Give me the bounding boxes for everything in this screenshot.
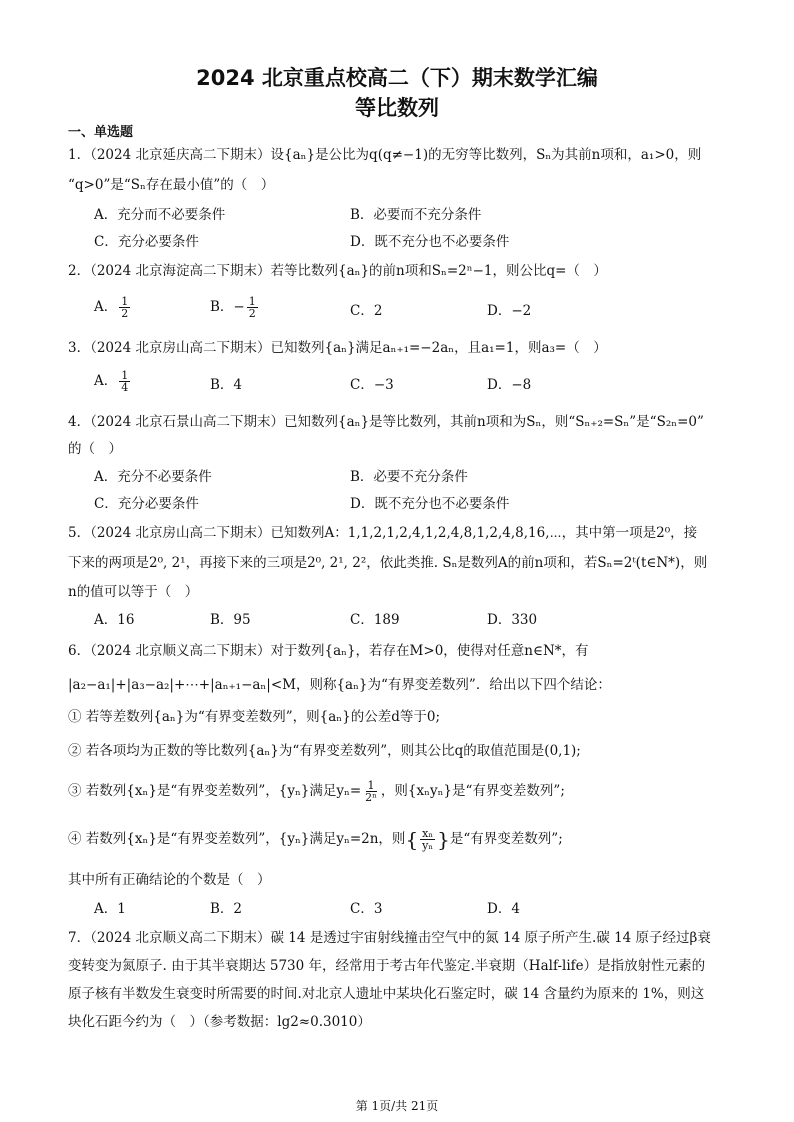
question-1-option-c: C．充分必要条件 bbox=[94, 234, 199, 250]
question-2-option-d: D．−2 bbox=[487, 303, 532, 319]
fraction bbox=[247, 296, 258, 319]
conclusion-3-text-a: ③ 若数列{xₙ}是“有界变差数列”，{yₙ}满足yₙ= bbox=[68, 783, 362, 799]
question-1-option-b: B．必要而不充分条件 bbox=[350, 207, 482, 223]
question-7-stem-cont: 变转变为氮原子. 由于其半衰期达 5730 年，经常用于考古年代鉴定.半衰期（Half-life）是指放射性元素的 bbox=[68, 958, 706, 974]
question-5-stem-cont-2: n的值可以等于（ ） bbox=[68, 584, 199, 600]
question-6-option-a: A．1 bbox=[94, 901, 126, 917]
fraction-numerator: 1 bbox=[248, 295, 256, 308]
fraction-denominator: 2 bbox=[121, 307, 129, 320]
question-6-stem: 6．（2024 北京顺义高二下期末）对于数列{aₙ}，若存在M>0，使得对任意n∈N*，有 bbox=[68, 643, 589, 659]
question-7-stem: 7．（2024 北京顺义高二下期末）碳 14 是透过宇宙射线撞击空气中的氮 14 原子所产生.碳 14 原子经过β衰 bbox=[68, 930, 711, 946]
question-6-option-d: D．4 bbox=[487, 901, 520, 917]
page-footer: 第 1页/共 21页 bbox=[355, 1099, 439, 1113]
question-1-stem: 1．（2024 北京延庆高二下期末）设{aₙ}是公比为q(q≠−1)的无穷等比数列，Sₙ为其前n项和，a₁>0，则 bbox=[68, 147, 702, 163]
fraction-denominator: yₙ bbox=[422, 839, 434, 852]
question-4-stem-cont: 的（ ） bbox=[68, 441, 122, 457]
question-6-stem-cont: |a₂−a₁|+|a₃−a₂|+⋯+|aₙ₊₁−aₙ|<M，则称{aₙ}为“有界变差数列”．给出以下四个结论： bbox=[68, 677, 611, 693]
fraction-denominator: 2ⁿ bbox=[365, 791, 377, 804]
question-2-option-b bbox=[210, 296, 260, 319]
fraction-denominator: 2 bbox=[248, 307, 256, 320]
document-subtitle: 等比数列 bbox=[355, 96, 439, 120]
question-3-option-d: D．−8 bbox=[487, 377, 532, 393]
question-2-option-c: C．2 bbox=[350, 303, 383, 319]
question-4-option-c: C．充分必要条件 bbox=[94, 496, 199, 512]
question-4-stem: 4．（2024 北京石景山高二下期末）已知数列{aₙ}是等比数列，其前n项和为Sₙ，则“Sₙ₊₂=Sₙ”是“S₂ₙ=0” bbox=[68, 414, 704, 430]
question-6-option-b: B．2 bbox=[210, 901, 243, 917]
question-6-conclusion-3 bbox=[68, 780, 565, 803]
fraction bbox=[420, 828, 435, 851]
question-6-conclusion-1: ① 若等差数列{aₙ}为“有界变差数列”，则{aₙ}的公差d等于0; bbox=[68, 709, 441, 725]
fraction-numerator: 1 bbox=[121, 295, 129, 308]
question-5-stem-cont: 下来的两项是2⁰, 2¹，再接下来的三项是2⁰, 2¹, 2²，依此类推. Sₙ是数列A的前n项和，若Sₙ=2ᵗ(t∈N*)，则 bbox=[68, 555, 708, 571]
question-1-option-d: D．既不充分也不必要条件 bbox=[350, 234, 510, 250]
fraction bbox=[119, 370, 130, 393]
conclusion-3-text-b: ，则{xₙyₙ}是“有界变差数列”; bbox=[380, 783, 565, 799]
question-5-option-b: B．95 bbox=[210, 612, 251, 628]
conclusion-4-text-a: ④ 若数列{xₙ}是“有界变差数列”，{yₙ}满足yₙ=2n，则 bbox=[68, 831, 406, 847]
document-title: 2024 北京重点校高二（下）期末数学汇编 bbox=[196, 66, 598, 90]
option-letter: A． bbox=[94, 373, 118, 389]
question-2-option-a bbox=[94, 296, 132, 319]
fraction-numerator: 1 bbox=[121, 369, 129, 382]
question-1-option-a: A．充分而不必要条件 bbox=[94, 207, 226, 223]
question-6-conclusion-4: ④ 若数列{xₙ}是“有界变差数列”，{yₙ}满足yₙ=2n，则{ $\frac{\text{xₙ}}{\text{yₙ}}$ }是“有界变差数列”; bbox=[68, 827, 563, 852]
question-4-option-b: B．必要不充分条件 bbox=[350, 469, 468, 485]
fraction bbox=[363, 780, 379, 803]
question-4-option-d: D．既不充分也不必要条件 bbox=[350, 496, 510, 512]
question-2-stem: 2．（2024 北京海淀高二下期末）若等比数列{aₙ}的前n项和Sₙ=2ⁿ−1，则公比q=（ ） bbox=[68, 263, 607, 279]
question-7-stem-cont-3: 块化石距今约为（ ）（参考数据：lg2≈0.3010） bbox=[68, 1014, 371, 1030]
question-3-stem: 3．（2024 北京房山高二下期末）已知数列{aₙ}满足aₙ₊₁=−2aₙ，且a₁=1，则a₃=（ ） bbox=[68, 340, 607, 356]
question-6-ask: 其中所有正确结论的个数是（ ） bbox=[68, 872, 271, 888]
conclusion-4-text-b: 是“有界变差数列”; bbox=[449, 831, 563, 847]
question-6-conclusion-2: ② 若各项均为正数的等比数列{aₙ}为“有界变差数列”，则其公比q的取值范围是(0,1); bbox=[68, 743, 581, 759]
question-3-option-a bbox=[94, 370, 132, 393]
option-letter: B．− bbox=[210, 299, 245, 315]
option-letter: A． bbox=[94, 299, 118, 315]
fraction-numerator: 1 bbox=[367, 779, 375, 792]
fraction bbox=[119, 296, 130, 319]
question-4-option-a: A．充分不必要条件 bbox=[94, 469, 212, 485]
question-5-stem: 5．（2024 北京房山高二下期末）已知数列A：1,1,2,1,2,4,1,2,4,8,1,2,4,8,16,⋯，其中第一项是2⁰，接 bbox=[68, 525, 698, 541]
question-5-option-d: D．330 bbox=[487, 612, 538, 628]
question-7-stem-cont-2: 原子核有半数发生衰变时所需要的时间.对北京人遗址中某块化石鉴定时，碳 14 含量约为原来的 1%，则这 bbox=[68, 986, 705, 1002]
question-1-stem-cont: “q>0”是“Sₙ存在最小值”的（ ） bbox=[68, 177, 275, 193]
fraction-numerator: xₙ bbox=[422, 827, 434, 840]
fraction-denominator: 4 bbox=[121, 381, 129, 394]
question-3-option-b: B．4 bbox=[210, 377, 243, 393]
question-6-option-c: C．3 bbox=[350, 901, 383, 917]
question-5-option-a: A．16 bbox=[94, 612, 135, 628]
section-heading: 一、单选题 bbox=[68, 125, 134, 140]
question-3-option-c: C．−3 bbox=[350, 377, 394, 393]
question-5-option-c: C．189 bbox=[350, 612, 400, 628]
